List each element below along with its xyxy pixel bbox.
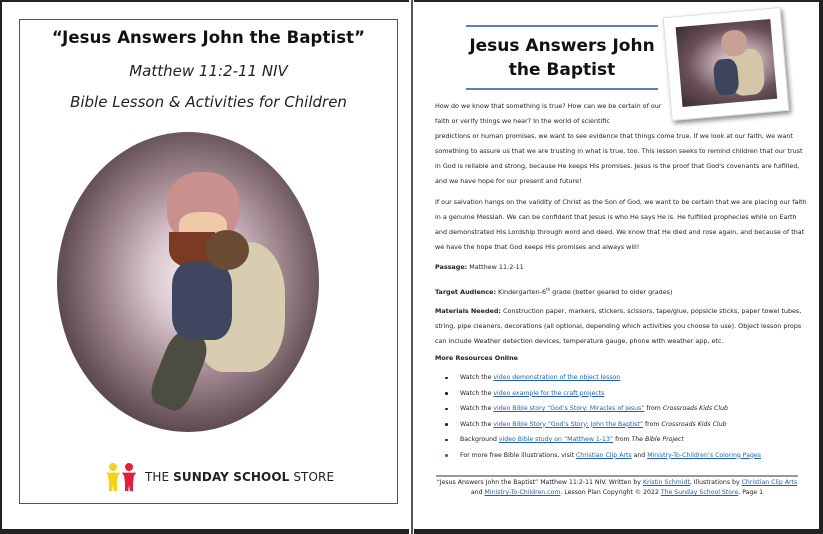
resource-item: Watch the video Bible Story “God’s Story: John the Baptist” from Crossroads Kids Club: [442, 417, 761, 433]
title-rule-bottom: [466, 88, 658, 90]
author-link[interactable]: Kristin Schmidt: [642, 479, 690, 486]
coloring-pages-link[interactable]: Ministry-To-Children’s Coloring Pages: [647, 451, 761, 459]
illustrator-link-mtc[interactable]: Ministry-To-Children.com: [484, 489, 561, 496]
audience-field: Target Audience: Kindergarten-6th grade (better geared to older grades): [435, 287, 673, 297]
photo-figure-child: [713, 58, 740, 96]
resources-list: [442, 370, 761, 463]
resource-item: Watch the video Bible story “God’s Story: Miracles of Jesus” from Crossroads Kids Club: [442, 401, 761, 417]
cover-illustration: [57, 132, 319, 432]
cover-passage: Matthew 11:2-11 NIV: [129, 62, 288, 80]
child-body: [172, 262, 232, 340]
materials-field: Materials Needed: Construction paper, markers, stickers, scissors, tape/glue, popsicle sticks, paper towel tubes, string, pipe cleaners, decorations (all optional, depending which activities you choose to use). Object lesson props can include Weather detection devices, temperature gauge, phone with weather app, etc.: [435, 307, 802, 345]
cover-page: [2, 2, 409, 529]
bible-project-link[interactable]: video Bible study on “Matthew 1-13”: [498, 436, 614, 443]
passage-field: Passage: Matthew 11:2-11: [435, 263, 524, 271]
photo-illustration: [676, 19, 778, 107]
resource-item: For more free Bible illustrations, visit Christian Clip Arts and Ministry-To-Children’s Coloring Pages: [442, 448, 761, 464]
resources-heading: More Resources Online: [435, 354, 519, 362]
object-lesson-video-link[interactable]: video demonstration of the object lesson: [493, 374, 621, 381]
miracles-video-link[interactable]: video Bible story “God’s Story: Miracles of Jesus”: [493, 405, 645, 412]
lesson-title: Jesus Answers John the Baptist: [469, 36, 655, 80]
child-head: [205, 230, 249, 270]
cover-frame: [19, 19, 398, 504]
john-baptist-video-link[interactable]: video Bible Story “God’s Story: John the Baptist”: [493, 420, 644, 428]
intro-paragraph-cont: predictions or human promises, we want to see evidence that things come true. If we look at our faith, we want something to assure us that we are trusting in what is true, too. This lesson seeks to remind children that our trust in God is reliable and strong, because He keeps His promises. Jesus is the proof that God's covenants are fulfilled, and we have hope for our present and future!: [435, 132, 803, 185]
page-footer: “Jesus Answers John the Baptist” Matthew 11:2-11 NIV. Written by Kristin Schmidt, Illustrations by Christian Clip Arts and Ministry-To-Children.com. Lesson Plan Copyright © 2022 The Sunday School Store, Page 1: [436, 479, 798, 496]
lesson-page: [414, 2, 819, 529]
red-kid-icon: [122, 463, 136, 491]
resource-item: Background video Bible study on “Matthew 1-13” from The Bible Project: [442, 432, 761, 448]
christian-clip-arts-link[interactable]: Christian Clip Arts: [575, 451, 632, 459]
illustrator-link-clip-arts[interactable]: Christian Clip Arts: [741, 479, 798, 486]
store-link[interactable]: The Sunday School Store: [660, 489, 739, 496]
footer-rule: [436, 475, 798, 477]
salvation-paragraph: If our salvation hangs on the validity of Christ as the Son of God, we want to be certain that we are placing our faith in a genuine Messiah. We can be confident that Jesus is who He says He is. He fulfilled prophecies while on Earth and demonstrated His Lordship through word and deed. We know that He died and rose again, and because of that we have the hope that God keeps His promises and always will!: [435, 198, 807, 251]
page-divider: [411, 0, 413, 534]
resource-item: Watch the video demonstration of the object lesson: [442, 370, 761, 386]
title-rule-top: [466, 25, 658, 27]
sunday-school-store-logo: [106, 463, 334, 491]
cover-subtitle: Bible Lesson & Activities for Children: [70, 93, 347, 111]
cover-title: “Jesus Answers John the Baptist”: [51, 28, 366, 47]
craft-video-link[interactable]: video example for the craft projects: [493, 389, 605, 397]
logo-text: THE SUNDAY SCHOOL STORE: [145, 470, 335, 484]
polaroid-photo: [663, 7, 790, 121]
resource-item: Watch the video example for the craft projects: [442, 386, 761, 402]
yellow-kid-icon: [106, 463, 120, 491]
child-legs: [146, 327, 212, 414]
intro-paragraph-start: How do we know that something is true? How can we be certain of our faith or verify things we hear? In the world of scientific: [435, 102, 662, 125]
